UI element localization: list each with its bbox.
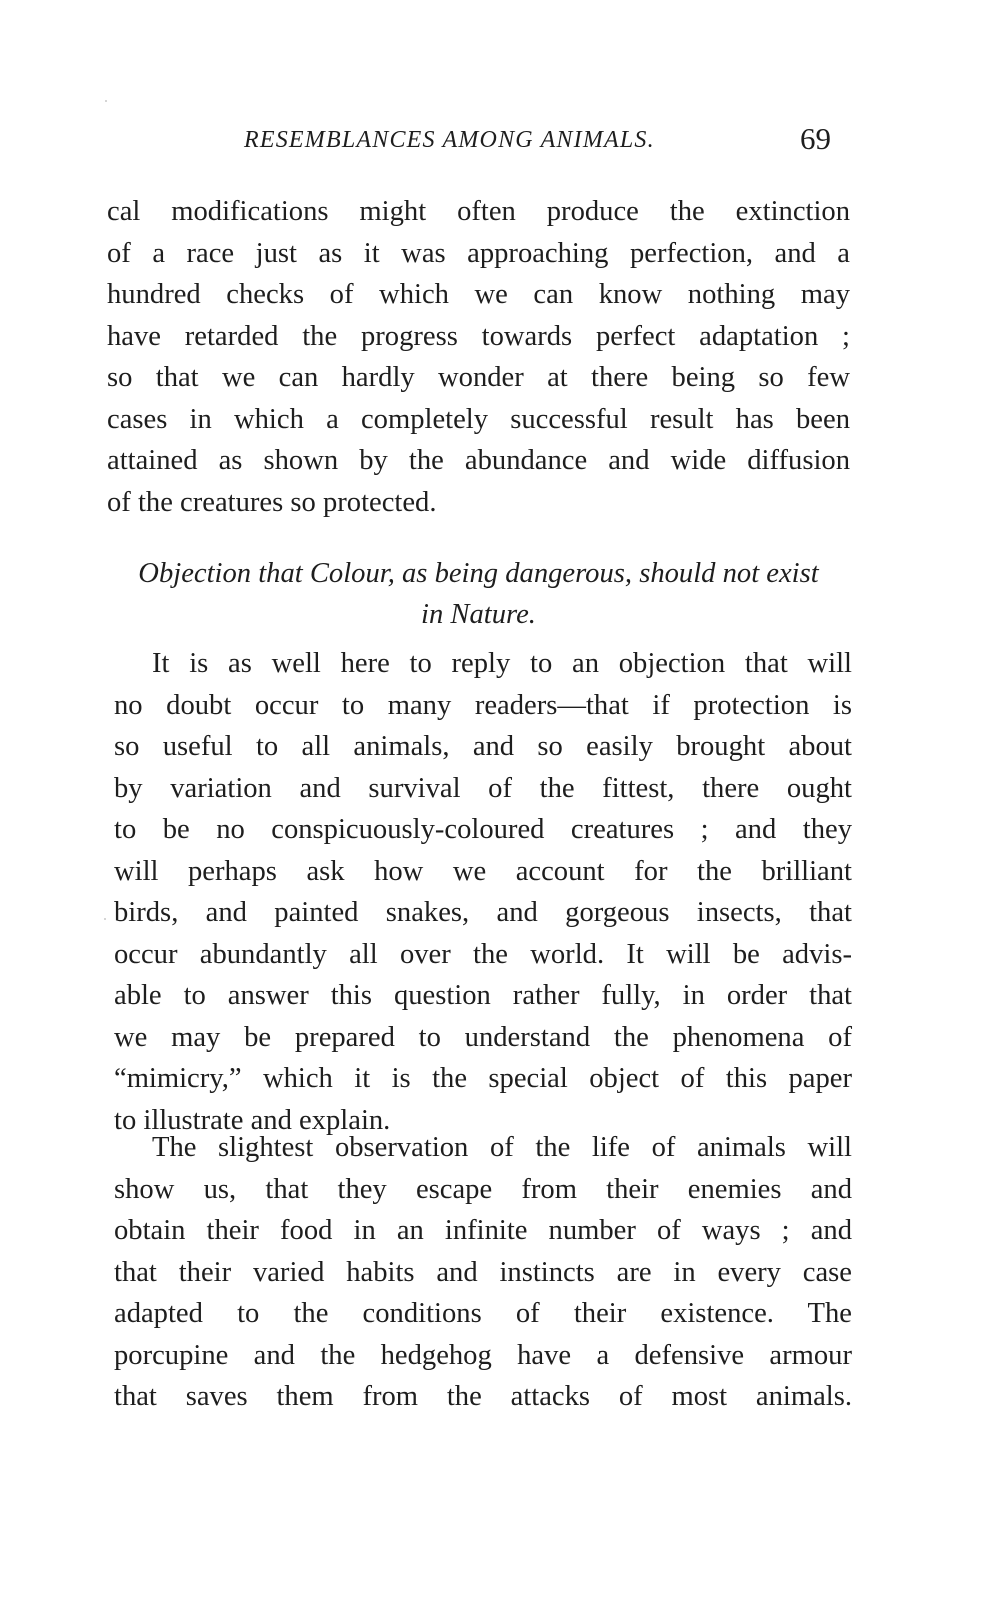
text-line: The slightest observation of the life of animals will <box>152 1132 852 1163</box>
text-line: adapted to the conditions of their existence. The <box>114 1298 852 1329</box>
text-line: no doubt occur to many readers—that if protection is <box>114 689 852 721</box>
text-line: able to answer this question rather fully, in order that <box>114 980 852 1011</box>
text-line: by variation and survival of the fittest, there ought <box>114 772 852 804</box>
text-line: so that we can hardly wonder at there being so few <box>107 362 850 393</box>
text-line: show us, that they escape from their enemies and <box>114 1173 852 1205</box>
page-number: 69 <box>800 121 831 156</box>
text-line: have retarded the progress towards perfect adaptation ; <box>107 320 850 352</box>
text-line: It is as well here to reply to an objection that will <box>152 648 852 679</box>
section-heading <box>107 553 850 635</box>
text-line: hundred checks of which we can know nothing may <box>107 279 850 310</box>
section-heading-line-1: Objection that Colour, as being dangerous, should not exist <box>138 558 819 589</box>
text-line: cases in which a completely successful result has been <box>107 403 850 435</box>
text-line: of a race just as it was approaching perfection, and a <box>107 237 850 269</box>
running-head <box>0 121 1000 165</box>
running-title: RESEMBLANCES AMONG ANIMALS. <box>244 127 655 153</box>
text-line: to be no conspicuously-coloured creatures ; and they <box>114 814 852 845</box>
text-line: porcupine and the hedgehog have a defensive armour <box>114 1339 852 1371</box>
text-line: we may be prepared to understand the phenomena of <box>114 1021 852 1053</box>
text-line: obtain their food in an infinite number of ways ; and <box>114 1215 852 1246</box>
paragraph-2 <box>114 643 852 1141</box>
text-line: of the creatures so protected. <box>107 486 437 518</box>
text-line: that saves them from the attacks of most animals. <box>114 1381 852 1412</box>
paper-speck <box>105 100 107 102</box>
section-heading-line-2: in Nature. <box>421 599 536 630</box>
text-line: so useful to all animals, and so easily brought about <box>114 731 852 762</box>
text-line: will perhaps ask how we account for the brilliant <box>114 855 852 887</box>
text-line: “mimicry,” which it is the special object of this paper <box>114 1063 852 1094</box>
paragraph-1 <box>107 191 850 523</box>
paper-speck <box>104 918 106 920</box>
text-line: birds, and painted snakes, and gorgeous insects, that <box>114 897 852 928</box>
text-line: occur abundantly all over the world. It will be advis- <box>114 938 852 970</box>
text-line: that their varied habits and instincts are in every case <box>114 1256 852 1288</box>
paragraph-3 <box>114 1127 852 1418</box>
text-line: cal modifications might often produce the extinction <box>107 196 850 227</box>
text-line: to illustrate and explain. <box>114 1104 391 1136</box>
text-line: attained as shown by the abundance and wide diffusion <box>107 445 850 476</box>
